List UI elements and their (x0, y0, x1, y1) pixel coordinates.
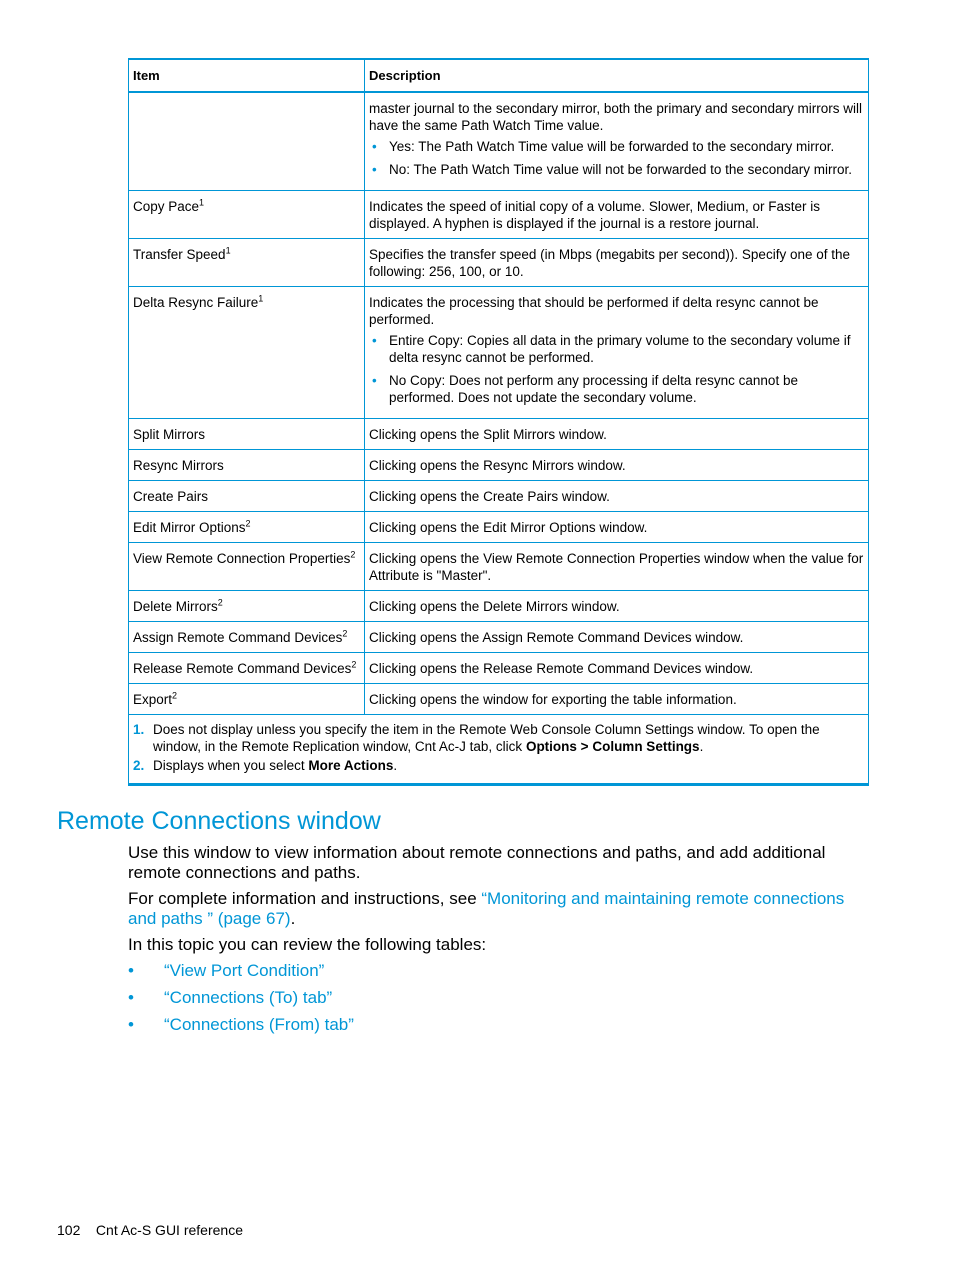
table-row (129, 684, 869, 715)
item-cell (129, 92, 365, 191)
option-list (369, 138, 864, 178)
list-item: • Yes: The Path Watch Time value will be forwarded to the secondary mirror. (389, 138, 864, 155)
footnote-ref: 1 (199, 197, 205, 208)
item-cell (129, 450, 365, 481)
list-item: • No: The Path Watch Time value will not be forwarded to the secondary mirror. (389, 161, 864, 178)
footer-label: Cnt Ac-S GUI reference (95, 1222, 243, 1238)
description-text: Clicking opens the View Remote Connection Properties window when the value for Attribute is "Master". (369, 551, 864, 583)
bullet-icon: • (128, 988, 134, 1007)
option-list (369, 332, 864, 406)
bullet-icon: • (128, 961, 134, 980)
monitoring-link[interactable]: “Monitoring and maintaining remote connections and paths ” (page 67) (128, 889, 845, 928)
item-label: Transfer Speed (133, 247, 226, 262)
footnote-ref: 2 (351, 659, 357, 670)
section-title: Remote Connections window (57, 807, 381, 835)
table-row (129, 591, 869, 622)
header-item: Item (129, 59, 365, 92)
table-row (129, 287, 869, 419)
list-item: • Entire Copy: Copies all data in the primary volume to the secondary volume if delta resync cannot be performed. (389, 332, 864, 366)
description-text: Clicking opens the Edit Mirror Options window. (369, 520, 648, 535)
item-label: Split Mirrors (133, 427, 206, 442)
item-label: Edit Mirror Options (133, 520, 246, 535)
footnote-text: Does not display unless you specify the item in the Remote Web Console Column Settings window. To open the window, in the Remote Replication window, Cnt Ac-J tab, click (153, 722, 820, 754)
item-cell (129, 239, 365, 287)
description-text: master journal to the secondary mirror, both the primary and secondary mirrors will have the same Path Watch Time value. (369, 101, 862, 133)
item-label: Release Remote Command Devices (133, 661, 352, 676)
list-item (128, 1015, 868, 1035)
topic-links-list (128, 961, 868, 1035)
connections-to-tab-link[interactable]: “Connections (To) tab” (164, 988, 333, 1007)
item-cell (129, 287, 365, 419)
footnote-ref: 2 (217, 597, 223, 608)
footnote-number: 1. (133, 722, 145, 737)
footnote-end: . (393, 758, 398, 773)
table-row (129, 512, 869, 543)
item-label: Resync Mirrors (133, 458, 224, 473)
item-label: Export (133, 692, 173, 707)
description-cell (365, 92, 869, 191)
table-row (129, 92, 869, 191)
description-text: Indicates the speed of initial copy of a volume. Slower, Medium, or Faster is displayed. A hyphen is displayed if the journal is a restore journal. (369, 199, 820, 231)
footnote-bold: Options > Column Settings (525, 739, 700, 754)
item-label: Assign Remote Command Devices (133, 630, 343, 645)
instructions-end: . (290, 909, 296, 928)
section-body (128, 843, 868, 1042)
footnotes-cell (129, 715, 869, 785)
reference-table-container (128, 58, 868, 786)
description-text: Clicking opens the Delete Mirrors window. (369, 599, 620, 614)
item-cell (129, 684, 365, 715)
item-label: Delete Mirrors (133, 599, 218, 614)
description-cell (365, 239, 869, 287)
description-cell (365, 287, 869, 419)
footnote-number: 2. (133, 758, 145, 773)
item-cell (129, 191, 365, 239)
description-cell (365, 512, 869, 543)
bullet-icon: • (128, 1015, 134, 1034)
item-cell (129, 653, 365, 684)
header-description: Description (365, 59, 869, 92)
description-text: Clicking opens the Release Remote Command Devices window. (369, 661, 754, 676)
item-cell (129, 512, 365, 543)
footnote-end: . (699, 739, 704, 754)
instructions-lead: For complete information and instructions, see (128, 889, 482, 908)
table-row (129, 653, 869, 684)
description-cell (365, 543, 869, 591)
description-cell (365, 653, 869, 684)
description-cell (365, 419, 869, 450)
table-header-row (129, 59, 869, 92)
table-row (129, 191, 869, 239)
description-text: Clicking opens the window for exporting the table information. (369, 692, 737, 707)
footnotes-list (133, 721, 864, 774)
list-item (128, 961, 868, 981)
footnote-ref: 2 (245, 518, 251, 529)
footnote-bold: More Actions (308, 758, 394, 773)
table-row (129, 419, 869, 450)
instructions-paragraph (128, 889, 868, 929)
footnote-ref: 2 (350, 549, 356, 560)
table-row (129, 481, 869, 512)
page-number: 102 (57, 1222, 81, 1238)
table-body (129, 92, 869, 785)
footnote-ref: 1 (225, 245, 231, 256)
table-row (129, 622, 869, 653)
description-cell (365, 450, 869, 481)
footnote-item (133, 757, 864, 774)
footnote-item (133, 721, 864, 755)
description-cell (365, 622, 869, 653)
item-label: View Remote Connection Properties (133, 551, 351, 566)
item-cell (129, 481, 365, 512)
description-cell (365, 191, 869, 239)
description-text: Indicates the processing that should be performed if delta resync cannot be performed. (369, 295, 819, 327)
footnote-ref: 1 (258, 293, 264, 304)
footnote-ref: 2 (342, 628, 348, 639)
item-cell (129, 591, 365, 622)
description-text: Clicking opens the Assign Remote Command Devices window. (369, 630, 744, 645)
list-item: • No Copy: Does not perform any processing if delta resync cannot be performed. Does not update the secondary volume. (389, 372, 864, 406)
description-text: Clicking opens the Create Pairs window. (369, 489, 610, 504)
item-cell (129, 622, 365, 653)
item-label: Create Pairs (133, 489, 209, 504)
item-label: Delta Resync Failure (133, 295, 259, 310)
table-row (129, 450, 869, 481)
description-text: Clicking opens the Resync Mirrors window. (369, 458, 626, 473)
list-item (128, 988, 868, 1008)
description-cell (365, 481, 869, 512)
item-cell (129, 419, 365, 450)
table-row (129, 239, 869, 287)
table-row (129, 543, 869, 591)
footnote-text: Displays when you select (153, 758, 309, 773)
intro-paragraph: Use this window to view information about remote connections and paths, and add additional remote connections and paths. (128, 843, 826, 882)
connections-from-tab-link[interactable]: “Connections (From) tab” (164, 1015, 354, 1034)
footnotes-row (129, 715, 869, 785)
topic-paragraph: In this topic you can review the following tables: (128, 935, 487, 954)
description-text: Specifies the transfer speed (in Mbps (megabits per second)). Specify one of the following: 256, 100, or 10. (369, 247, 850, 279)
description-cell (365, 591, 869, 622)
footnote-ref: 2 (172, 690, 178, 701)
description-cell (365, 684, 869, 715)
view-port-condition-link[interactable]: “View Port Condition” (164, 961, 325, 980)
description-text: Clicking opens the Split Mirrors window. (369, 427, 607, 442)
page-footer (57, 1222, 243, 1238)
item-cell (129, 543, 365, 591)
reference-table (128, 58, 869, 786)
item-label: Copy Pace (133, 199, 200, 214)
